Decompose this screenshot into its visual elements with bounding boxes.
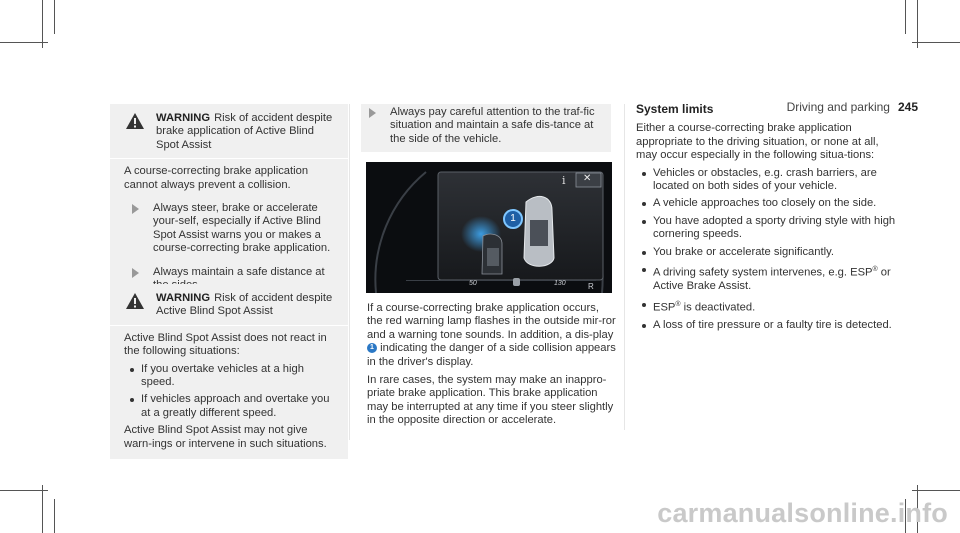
list-item: A vehicle approaches too closely on the side. — [636, 197, 896, 210]
step-arrow-icon — [132, 268, 139, 278]
speed-scale-right: 130 — [554, 280, 566, 287]
warning-outro: Active Blind Spot Assist may not give warn-ings or intervene in such situations. — [124, 424, 327, 450]
crop-mark — [917, 0, 918, 48]
list-item-text: or Active Brake Assist. — [653, 266, 891, 293]
gear-indicator: R — [588, 282, 594, 291]
crop-mark — [912, 42, 960, 43]
paragraph-text: If a course-correcting brake application occurs, the red warning lamp flashes in the outside mir-ror and a warning tone sounds. In addition, a dis-play — [367, 302, 616, 341]
column-divider — [349, 104, 350, 440]
list-item: You brake or accelerate significantly. — [636, 246, 896, 259]
text-block — [367, 302, 617, 428]
registered-mark: ® — [872, 266, 878, 274]
warning-heading: Risk of accident despite Active Blind Spot Assist — [156, 292, 333, 318]
warning-triangle-icon — [126, 113, 144, 129]
info-icon: i — [562, 174, 566, 187]
list-item — [636, 298, 896, 315]
list-item — [636, 263, 896, 294]
paragraph — [367, 302, 617, 369]
instruction-box — [361, 104, 611, 152]
warning-label: WARNING — [156, 112, 211, 124]
step-text: Always maintain a safe distance at — [153, 265, 325, 278]
close-icon: ✕ — [583, 173, 592, 184]
system-limits-section — [636, 103, 896, 332]
step-text: Always pay careful attention to the traf-fic situation and maintain a safe dis-tance at the side of the vehicle. — [390, 106, 595, 145]
speed-scale-left: 50 — [469, 280, 477, 287]
crop-mark — [42, 485, 43, 533]
warning-body — [110, 326, 348, 459]
instruction-step — [361, 106, 611, 146]
step-arrow-icon — [369, 108, 376, 118]
bullet-list — [124, 363, 336, 421]
warning-body — [110, 159, 348, 300]
warning-label: WARNING — [156, 292, 211, 304]
section-heading: System limits — [636, 102, 714, 116]
crop-mark — [54, 0, 55, 34]
bullet-list — [636, 167, 896, 333]
warning-box — [110, 104, 348, 300]
column-divider — [624, 104, 625, 430]
section-title: Driving and parking — [786, 100, 890, 114]
driver-display-image — [366, 162, 612, 293]
list-item: If you overtake vehicles at a high speed. — [124, 363, 336, 390]
warning-title — [110, 284, 348, 326]
crop-mark — [42, 0, 43, 48]
list-item-text: ESP — [653, 301, 676, 314]
warning-title — [110, 104, 348, 159]
warning-intro: A course-correcting brake application cannot always prevent a collision. — [124, 165, 309, 191]
list-item-text: is deactivated. — [683, 301, 756, 314]
warning-box — [110, 284, 348, 459]
list-item: You have adopted a sporty driving style with high cornering speeds. — [636, 215, 896, 242]
warning-heading: Risk of accident despite brake application of Active Blind Spot Assist — [156, 112, 333, 151]
callout-badge: 1 — [367, 343, 377, 353]
paragraph-text: indicating the danger of a side collision appears in the driver's display. — [367, 342, 616, 368]
list-item: A loss of tire pressure or a faulty tire is detected. — [636, 319, 896, 332]
registered-mark: ® — [675, 300, 681, 308]
watermark: carmanualsonline.info — [657, 498, 948, 528]
crop-mark — [0, 42, 48, 43]
warning-intro: Active Blind Spot Assist does not react in the following situations: — [124, 331, 327, 358]
page-number: 245 — [897, 100, 918, 114]
crop-mark — [0, 490, 48, 491]
callout-badge: 1 — [503, 209, 523, 229]
list-item-text: A driving safety system intervenes, e.g. ESP — [653, 266, 873, 279]
blind-spot-symbol-icon — [513, 278, 520, 286]
paragraph: Either a course-correcting brake application appropriate to the driving situation, or none at all, may occur especially in the following situa-tions: — [636, 122, 879, 162]
display-illustration — [366, 162, 612, 293]
crop-mark — [54, 499, 55, 533]
crop-mark — [905, 0, 906, 34]
instruction-step — [124, 202, 336, 256]
step-arrow-icon — [132, 204, 139, 214]
list-item: If vehicles approach and overtake you at a greatly different speed. — [124, 393, 336, 420]
crop-mark — [912, 490, 960, 491]
warning-triangle-icon — [126, 293, 144, 309]
list-item: Vehicles or obstacles, e.g. crash barriers, are located on both sides of your vehicle. — [636, 167, 896, 194]
paragraph: In rare cases, the system may make an inappro-priate brake application. This brake application may be interrupted at any time if you steer slightly in the opposite direction or accelerate. — [367, 374, 614, 427]
step-text: Always steer, brake or accelerate your-self, especially if Active Blind Spot Assist warns you or makes a course-correcting brake application. — [153, 202, 331, 255]
